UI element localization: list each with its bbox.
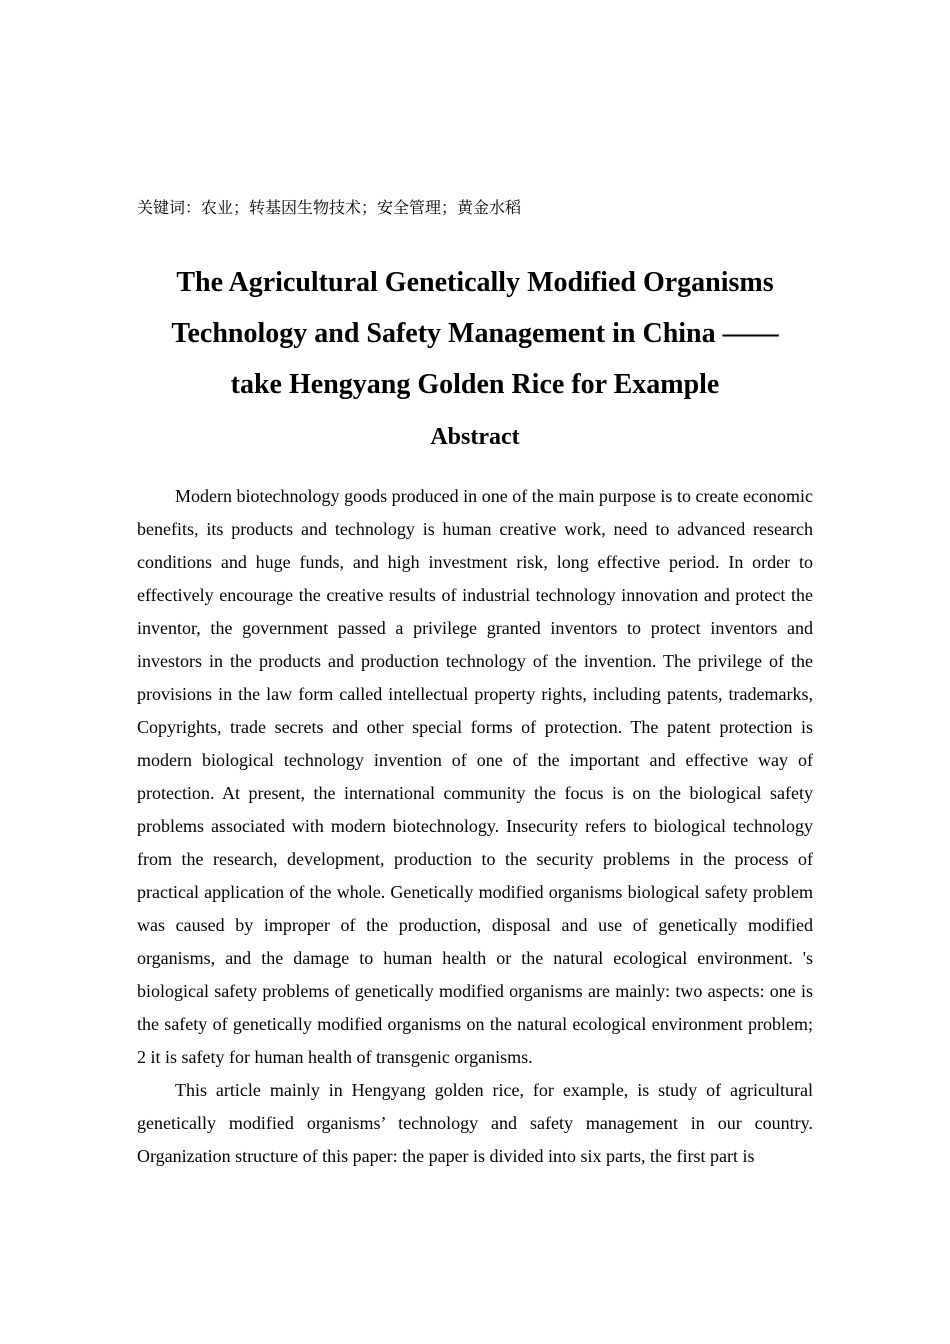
title-line-2: Technology and Safety Management in China —— <box>171 318 779 349</box>
abstract-heading: Abstract <box>430 424 520 450</box>
title-line-1: The Agricultural Genetically Modified Organisms <box>176 267 774 298</box>
title-line-3: take Hengyang Golden Rice for Example <box>230 369 720 400</box>
english-title <box>100 257 850 410</box>
abstract-paragraph-1: Modern biotechnology goods produced in one of the main purpose is to create economic benefits, its products and technology is human creative work, need to advanced research conditions and huge funds, and high investment risk, long effective period. In order to effectively encourage the creative results of industrial technology innovation and protect the inventor, the government passed a privilege granted inventors to protect inventors and investors in the products and production technology of the invention. The privilege of the provisions in the law form called intellectual property rights, including patents, trademarks, Copyrights, trade secrets and other special forms of protection. The patent protection is modern biological technology invention of one of the important and effective way of protection. At present, the international community the focus is on the biological safety problems associated with modern biotechnology. Insecurity refers to biological technology from the research, development, production to the security problems in the process of practical application of the whole. Genetically modified organisms biological safety problem was caused by improper of the production, disposal and use of genetically modified organisms, and the damage to human health or the natural ecological environment. 's biological safety problems of genetically modified organisms are mainly: two aspects: one is the safety of genetically modified organisms on the natural ecological environment problem; 2 it is safety for human health of transgenic organisms. <box>137 486 813 1067</box>
keywords-line <box>137 196 813 220</box>
keywords-label: 关键词： <box>137 198 202 217</box>
abstract-paragraph-2: This article mainly in Hengyang golden rice, for example, is study of agricultural genetically modified organisms’ technology and safety management in our country. Organization structure of this paper: the paper is divided into six parts, the first part is <box>137 1080 813 1166</box>
abstract-body <box>137 480 813 1173</box>
keywords-text: 农业；转基因生物技术；安全管理；黄金水稻 <box>201 198 522 217</box>
